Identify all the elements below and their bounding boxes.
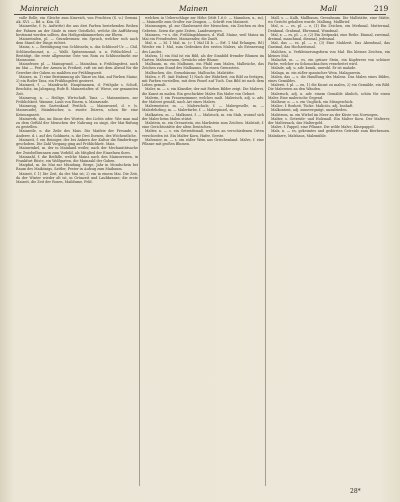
dictionary-entry: Malkasten, m. — Malkunst, f. — Malstock, m. ein Stab, worauf sich der Maler beim Malen stützt.	[142, 112, 264, 121]
text-column-3	[268, 16, 390, 490]
dictionary-entry: Mainzen, ~e s. die, Frühlingsblumen. d. Wall. Mainz, weil Mainz im Mai ein Freudenfest. Mainzender, die Zunft.	[142, 32, 264, 42]
header-right-keyword: Mall	[320, 4, 337, 13]
dictionary-entry: Malz, n. — es, gekeimtes und gedörrtes Getreide zum Bierbrauen. Malzdarre, Malzhaus, Malzmühle.	[268, 129, 390, 138]
dictionary-entry: Malerisch, adj. u. adv. einem Gemälde ähnlich, schön für einen Maler. Eine malerische Gegend.	[268, 91, 390, 100]
dictionary-entry: Malerei, f. pl. — en, 1) die Kunst zu malen, 2) ein Gemälde, ein Bild. Die Malereien an den Wänden.	[268, 83, 390, 92]
dictionary-entry: Malstein, m. ein Grenzstein, ein Markstein zum Zeichen. Malstatt, f. eine Gerichtsstätte der alten Deutschen.	[142, 121, 264, 130]
dictionary-entry: Mainreinden, pl. — Grundreimen: ein Spruch, welcher sich nach dem Stand der Dinge richtet.	[16, 37, 138, 46]
dictionary-entry: Malbuchen, die, Grenzbäume, Malbuche, Malstätte.	[145, 70, 235, 75]
dictionary-entry: Malermeister, m. — Malerschule, f. — Malergeselle, m. — Malerlehrling, m. — Malerfarbe, f. — Malerpinsel, m.	[142, 104, 264, 113]
header-left-keyword: Mainreich	[20, 4, 59, 13]
dictionary-entry: welchen in Ueberschlage zur Höhe (Mitt 1.6.0. — Mannhen, x., zu), — Mainzelle zum Großer zur Zeugnis, — Schrift von Mainzeit.	[142, 16, 264, 25]
dictionary-entry: Malchen, n. Verkleinerungsform von Mal. Ein kleines Zeichen, ein kleines Mal.	[268, 49, 390, 58]
dictionary-entry: Mains, s. — Bestätigung von Schlüsseln; n. das Schlüssel-Ur. — Chil. Schlüsselmonat; n. — Walli. Spitzenmonat, x. n. Fehlschleuf. — Bestätigt, die erste allgemeine Oste von Rom zu Schlüsselmeht zur Mainsonne.	[16, 45, 138, 63]
column-divider	[139, 16, 140, 486]
dictionary-entry: Malter, s. Getreide- und Holzmaß. Ein Malter Korn. Der Malterer, der Maltersack, das Maltergeld.	[268, 116, 390, 126]
dictionary-entry: Malaga, m. ein süßer spanischer Wein. Malagawein.	[271, 70, 361, 75]
dictionary-entry: valle Rolle, ein Gleiche zum Kinreich, von Fruchten (S. u.) Gemmi. Ak. XVI. — Bd. a. Kön. III.	[16, 16, 138, 25]
dictionary-entry: Mainreihe, f. (s. Auftritte) die aus drei Farben bestehenden Reihen der Fahnen an der Säule in einer Geistlicht, welche die Aufführung bestimmt werden sollten, den Heiligenkämmerbeis zur Ehren.	[16, 24, 138, 37]
dictionary-entry: Maizeit, f. 1) Die Zeit, da der Mai ist; 2) ein in einem Mai. Die Zeit, da der Winter wieder alt ist, in Grünzeit und Laubkranze; die erste Maizeit, die Zeit der Rosen, Maiblume, Feld.	[16, 171, 138, 184]
dictionary-entry: Mall, s. — Kalb, Mallbaum, Grenzbaum. Die Mallstätte, eine Stätte, wo Gericht gehalten wurde. Mallung, Mallbrief.	[268, 16, 390, 25]
dictionary-entry: Mainzeug, ein Gartenkauf, Festlich. — Mainwurzel, d. v. (s. Mainrunde), Mainbüscher, n. zweite Dürren, schon für eine Krönungszeit.	[16, 104, 138, 117]
dictionary-entry: Mainzeug, n. — Heilige, Wirtschaft, Tanz. — Mainzmüzen, zur Fröhlichkeit. Wamme, Laub von Einem, x. Mainrunde.	[16, 95, 138, 105]
dictionary-entry: Malerin, f. ein Frauenzimmer, welches malt. Malerisch, adj. u. adv. der Malerei gemäß, nach Art eines Malers.	[142, 95, 264, 105]
dictionary-entry: Malter, n. — s. ein Getreidemaß, welches an verschiedenen Orten verschieden ist. Ein Malter Korn, Hafer, Gerste.	[142, 129, 264, 138]
dictionary-entry: Malstrom, m. ein Wirbel im Meer an der Küste von Norwegen.	[271, 112, 379, 117]
dictionary-entry: Malachit, m. — es, ein grüner Stein, ein Kupfererz von schöner Farbe, welcher zu Schmucksachen verarbeitet wird.	[268, 58, 390, 67]
dictionary-entry: Maipfad, m. Im Mai zur Mündung, Berge, Jahr in Mondschein bei Raum des Maikönigs, Sattler, Fester in Aufzug zum Maibaum.	[16, 163, 138, 172]
header-center-keyword: Mainen	[179, 4, 208, 13]
dictionary-entry: Mainzeile, n. die Zeile des Mais. Die Maifeie der Freunde, n. Anderer, d. i. auf des Goldmetz, n. die Drei Dornen, des Wöchentliche.	[16, 129, 138, 138]
dictionary-entry: Mainzungen, pl. zur Glaubenzeit der Menschen, ein Zeichen zu den Gebeten. Seien die gute Zeiten, Landesnegers.	[142, 24, 264, 33]
dictionary-entry: Malice, f. Bosheit, Tücke. Maliciös, adj. boshaft.	[271, 104, 354, 109]
dictionary-entry: Mal, das — es, pl. — e, (3) Eine Mahlzeit. Das Abendmal, das Gastmal, das Hochzeitsmal.	[268, 41, 390, 50]
dictionary-entry: Maler, m. — s. ein Künstler, der mit Farben Bilder zeigt. Die Malerei, die Kunst zu malen. Ein geschickter Maler. Ein Maler von Geburt.	[142, 87, 264, 96]
column-divider	[265, 16, 266, 486]
dictionary-entry: Mal, x. — bl. 1 Mal, in. (= 1 Mal III b. — Erf. 1 Mal Erlangen, Bf.) Wieder ein 1 Mal, zum Gedenken des ersten Malers, als Erinnerung des Landes.	[142, 41, 264, 54]
dictionary-entry: Malheur, n. — s. ein Unglück, ein Missgeschick.	[271, 100, 354, 105]
dictionary-entry: Mal, n. — es, pl. — e, (1) Ein Zeichen, ein Merkmal, Muttermal, Denkmal. Grabmal, Ehrenmal, Wundmal.	[268, 24, 390, 33]
dictionary-entry: Malkontent, adj. missvergnügt, unzufrieden.	[271, 108, 348, 113]
text-column-2	[142, 16, 264, 490]
dictionary-entry: Mal, x. — es, pl. — e, (2) Ein Zeitpunkt, eine Reihe. Einmal, zweimal, dreimal, manchmal, diesmal, jedesmal.	[268, 32, 390, 42]
dictionary-entry: Malbaum, m. ein Malbaum, ein Pfahl zum Malen, Malbräche, das Zeichen zum Stand des Malbaums, für einen Grenzstein.	[142, 62, 264, 71]
dictionary-entry: Mainsfeuer, pl. — Mainsgrund, — Mainsbau, x. Frühlingsfest, auch im Mai — Fest der Armen in Freiheit, ruft sie mit dem Abend für die Gewehre der Gaben zu mahlten zur Frühlingszeit.	[16, 62, 138, 75]
dictionary-entry: Mainwerk, das, im Sinne des Wortes, des Lichts oder. Wie man mal zu dem Gefühl der Menschen der Nahrung zu singt, der Mai-Rufung zu gestellen.	[16, 116, 138, 130]
dictionary-entry: Mainzahl, f. die Beifälle, welche Mainz nach den Mainsweisen, in Frankfurt Rüste, ein Wolfgarten, die Mainzahl der Gaben.	[16, 154, 138, 163]
text-column-1	[16, 16, 138, 490]
dictionary-entry: Malen, v. Fl. (mit Haben) 1) Nach der Wahrheit, ein Bild zu fertigen, mit Farben vorstellen, mit dem Pinsel auf Tuch. Das Bild ist nach dem Leben gemalt.	[142, 74, 264, 88]
dictionary-entry: Mainzeit, f. ein Reiniger, der bei Ankern der Kultur die Rinderfrage geschoben. Die Zahl Vorgang ging auf Fröhlichkeit. Maiz.	[16, 137, 138, 147]
signature-mark: 28*	[350, 488, 361, 495]
page-number: 219	[374, 4, 389, 13]
dictionary-entry: Malve, f. Pappel, eine Pflanze. Die wilde Malve, Käsepappel.	[271, 125, 375, 130]
dictionary-entry: Malade, adj. u. adv. krank, unwohl. Er ist malade.	[271, 66, 357, 71]
dictionary-entry: Mainzeit, f. — Mainfrucht, Hauptmamen, d. Frühjahr s. Schoß, Beschätz, im Jahrgang, Rufe B. Mainzeitalter, sf. Wiese, zur genannten Zeit.	[16, 83, 138, 96]
dictionary-entry: Maines, m. 1) eine Bestimmung als Tänze im Mai, auf Farben Mainz, 2) ein Roder Tanz, ein Frühlingsfest gezieret.	[16, 74, 138, 84]
dictionary-entry: Malvasier, m. — s. ein süßer Wein aus Griechenland. Malve, f. eine Pflanze mit großen Blumen.	[142, 137, 264, 147]
dictionary-entry: Mainwinkel, m. der in Mainland weiler, nach der Mechanitätsache der Zwiebelbrunnen zum Vorbild, als Mitglied der Einzelnen ihres.	[16, 146, 138, 155]
header-rule	[14, 14, 386, 15]
dictionary-entry: Malen, das — s. die Handlung des Malens. Das Malen eines Bildes, eines Gemäldes.	[268, 74, 390, 84]
dictionary-entry: Malvas, 1) ein Mal ist ein Bild, als der Sinnbild fremder Blumen im Garten. Malvaseraum, Gewächs oder Blume.	[142, 53, 264, 63]
